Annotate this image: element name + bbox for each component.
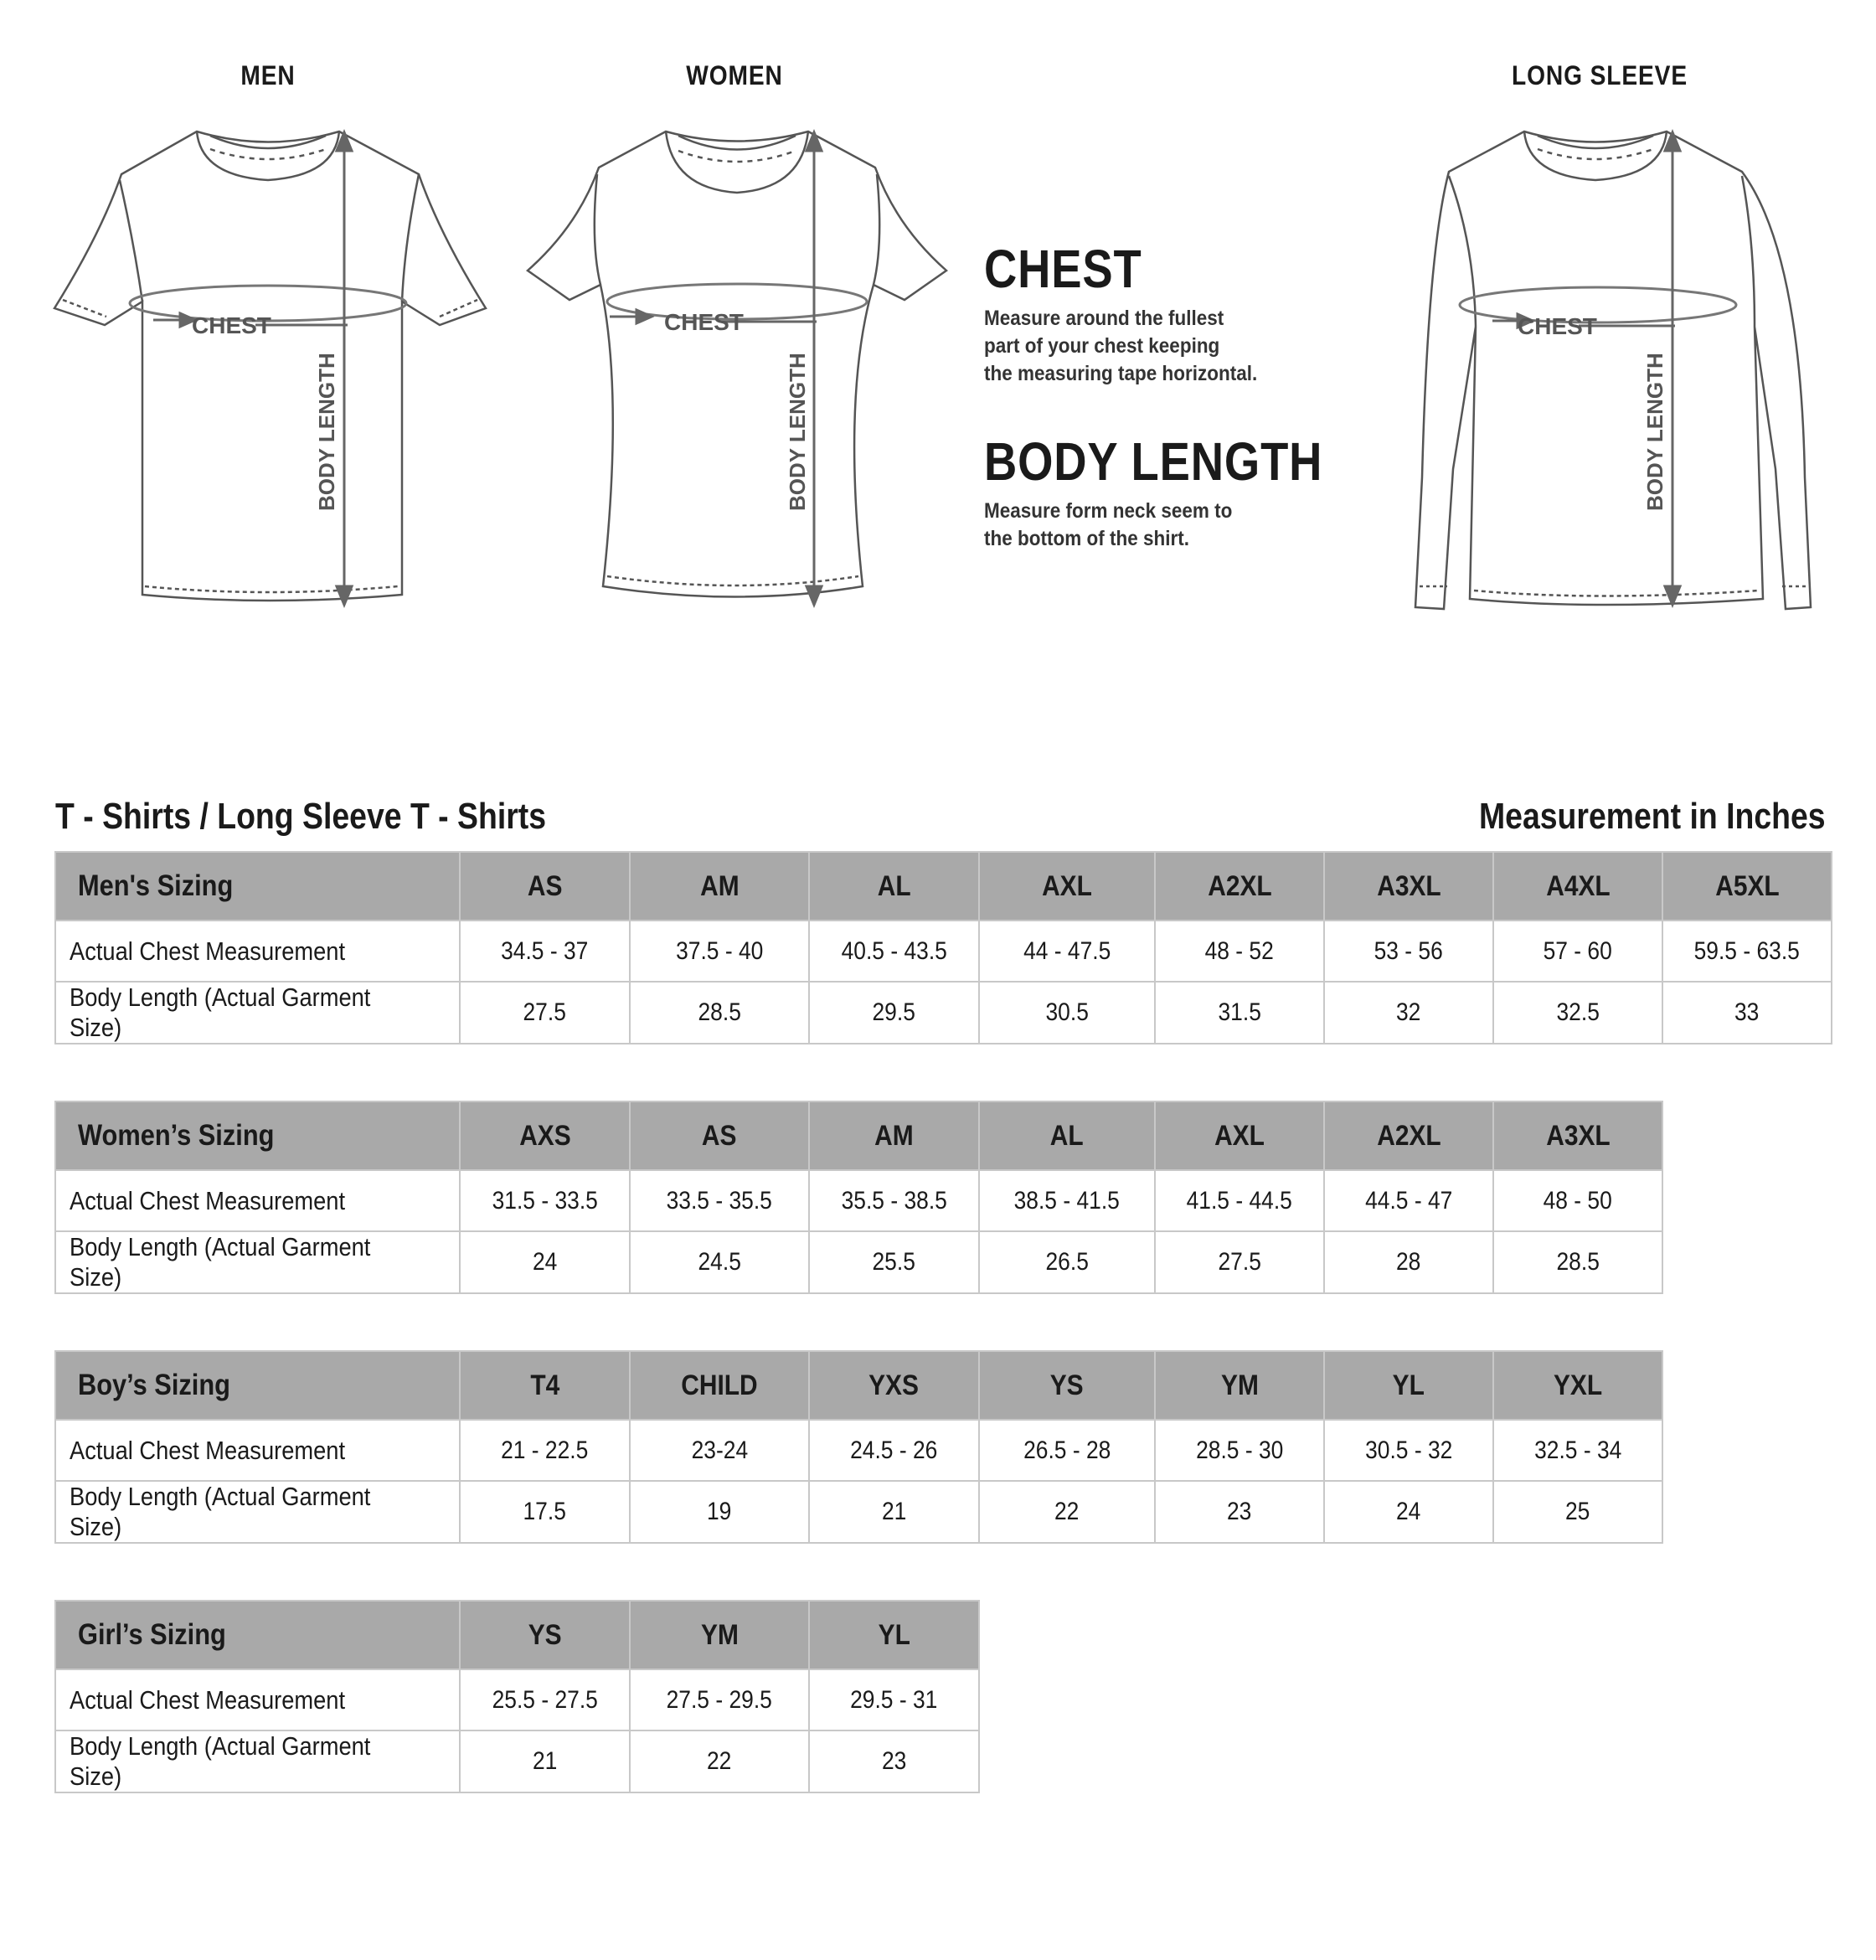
size-header: AM <box>630 852 809 921</box>
table-cell: 48 - 50 <box>1493 1170 1662 1231</box>
row-label: Body Length (Actual Garment Size) <box>55 1481 460 1543</box>
table-cell: 31.5 - 33.5 <box>460 1170 630 1231</box>
table-cell: 30.5 <box>979 982 1155 1044</box>
size-header: YL <box>1324 1351 1493 1420</box>
women-chest-tag: CHEST <box>664 309 744 335</box>
chest-info <box>984 238 1288 388</box>
row-label: Actual Chest Measurement <box>55 1420 460 1481</box>
table-header-row <box>55 852 1832 921</box>
table-cell: 53 - 56 <box>1324 921 1493 982</box>
mens-sizing-table <box>54 851 1832 1044</box>
units-title: Measurement in Inches <box>1479 796 1826 837</box>
table-cell: 27.5 <box>1155 1231 1324 1293</box>
size-header: A2XL <box>1324 1101 1493 1170</box>
table-row <box>55 982 1832 1044</box>
table-cell: 25.5 <box>809 1231 979 1293</box>
long-sleeve-chest-tag: CHEST <box>1518 313 1597 339</box>
body-length-heading: BODY LENGTH <box>984 431 1323 492</box>
section-title: T - Shirts / Long Sleeve T - Shirts <box>55 796 547 837</box>
table-cell: 32 <box>1324 982 1493 1044</box>
women-body-length-tag: BODY LENGTH <box>785 353 810 511</box>
table-cell: 26.5 <box>979 1231 1155 1293</box>
size-header: AS <box>460 852 630 921</box>
size-header: AXL <box>1155 1101 1324 1170</box>
table-cell: 22 <box>630 1730 809 1792</box>
row-label: Body Length (Actual Garment Size) <box>55 982 460 1044</box>
chest-instruction-line: Measure around the fullest <box>984 307 1224 330</box>
table-cell: 27.5 - 29.5 <box>630 1669 809 1730</box>
row-label: Actual Chest Measurement <box>55 1669 460 1730</box>
table-cell: 32.5 <box>1493 982 1662 1044</box>
table-row <box>55 1730 979 1792</box>
table-cell: 19 <box>630 1481 809 1543</box>
table-cell: 22 <box>979 1481 1155 1543</box>
table-header-row <box>55 1601 979 1669</box>
table-cell: 25.5 - 27.5 <box>460 1669 630 1730</box>
size-header: T4 <box>460 1351 630 1420</box>
size-header: A5XL <box>1662 852 1832 921</box>
size-header: AXL <box>979 852 1155 921</box>
table-cell: 25 <box>1493 1481 1662 1543</box>
size-header: A4XL <box>1493 852 1662 921</box>
table-cell: 31.5 <box>1155 982 1324 1044</box>
table-cell: 48 - 52 <box>1155 921 1324 982</box>
table-cell: 17.5 <box>460 1481 630 1543</box>
table-row <box>55 1481 1662 1543</box>
table-name: Men's Sizing <box>55 852 460 921</box>
body-length-info <box>984 431 1383 553</box>
table-cell: 35.5 - 38.5 <box>809 1170 979 1231</box>
row-label: Actual Chest Measurement <box>55 1170 460 1231</box>
long-sleeve-illustration <box>1374 117 1826 620</box>
table-cell: 57 - 60 <box>1493 921 1662 982</box>
table-cell: 33.5 - 35.5 <box>630 1170 809 1231</box>
table-name: Boy’s Sizing <box>55 1351 460 1420</box>
long-sleeve-body-length-tag: BODY LENGTH <box>1642 353 1667 511</box>
men-chest-tag: CHEST <box>192 312 271 338</box>
boys-sizing-table <box>54 1350 1663 1544</box>
size-header: AM <box>809 1101 979 1170</box>
table-cell: 29.5 - 31 <box>809 1669 979 1730</box>
girls-sizing-table <box>54 1600 980 1793</box>
size-header: YS <box>460 1601 630 1669</box>
table-cell: 26.5 - 28 <box>979 1420 1155 1481</box>
men-body-length-tag: BODY LENGTH <box>314 353 339 511</box>
size-header: AL <box>809 852 979 921</box>
women-garment-title: WOMEN <box>686 60 783 90</box>
size-header: A3XL <box>1493 1101 1662 1170</box>
table-cell: 23 <box>1155 1481 1324 1543</box>
table-cell: 32.5 - 34 <box>1493 1420 1662 1481</box>
table-cell: 28 <box>1324 1231 1493 1293</box>
table-cell: 24.5 <box>630 1231 809 1293</box>
chest-instruction-line: the measuring tape horizontal. <box>984 362 1258 385</box>
size-header: AL <box>979 1101 1155 1170</box>
table-row <box>55 1669 979 1730</box>
size-header: YS <box>979 1351 1155 1420</box>
table-cell: 37.5 - 40 <box>630 921 809 982</box>
chest-heading: CHEST <box>984 239 1142 299</box>
table-cell: 44.5 - 47 <box>1324 1170 1493 1231</box>
table-cell: 59.5 - 63.5 <box>1662 921 1832 982</box>
table-cell: 44 - 47.5 <box>979 921 1155 982</box>
table-cell: 30.5 - 32 <box>1324 1420 1493 1481</box>
table-cell: 24 <box>1324 1481 1493 1543</box>
table-row <box>55 1231 1662 1293</box>
chest-instruction-line: part of your chest keeping <box>984 334 1220 358</box>
size-header: YXL <box>1493 1351 1662 1420</box>
table-cell: 21 - 22.5 <box>460 1420 630 1481</box>
table-cell: 38.5 - 41.5 <box>979 1170 1155 1231</box>
table-cell: 24.5 - 26 <box>809 1420 979 1481</box>
table-cell: 27.5 <box>460 982 630 1044</box>
long-sleeve-garment-title: LONG SLEEVE <box>1512 60 1688 90</box>
table-name: Girl’s Sizing <box>55 1601 460 1669</box>
row-label: Actual Chest Measurement <box>55 921 460 982</box>
table-cell: 21 <box>809 1481 979 1543</box>
table-row <box>55 1170 1662 1231</box>
table-cell: 23 <box>809 1730 979 1792</box>
table-row <box>55 1420 1662 1481</box>
table-name: Women’s Sizing <box>55 1101 460 1170</box>
table-cell: 28.5 <box>1493 1231 1662 1293</box>
table-cell: 23-24 <box>630 1420 809 1481</box>
women-tshirt-illustration <box>523 117 959 620</box>
table-row <box>55 921 1832 982</box>
table-header-row <box>55 1351 1662 1420</box>
row-label: Body Length (Actual Garment Size) <box>55 1231 460 1293</box>
table-cell: 40.5 - 43.5 <box>809 921 979 982</box>
table-cell: 21 <box>460 1730 630 1792</box>
body-length-instruction-line: the bottom of the shirt. <box>984 527 1189 550</box>
table-cell: 33 <box>1662 982 1832 1044</box>
size-header: AXS <box>460 1101 630 1170</box>
row-label: Body Length (Actual Garment Size) <box>55 1730 460 1792</box>
size-header: YXS <box>809 1351 979 1420</box>
table-cell: 28.5 - 30 <box>1155 1420 1324 1481</box>
womens-sizing-table <box>54 1101 1663 1294</box>
size-header: AS <box>630 1101 809 1170</box>
size-header: CHILD <box>630 1351 809 1420</box>
size-header: YM <box>630 1601 809 1669</box>
table-header-row <box>55 1101 1662 1170</box>
table-cell: 24 <box>460 1231 630 1293</box>
men-tshirt-illustration <box>46 117 498 620</box>
body-length-instruction-line: Measure form neck seem to <box>984 499 1233 523</box>
size-header: A2XL <box>1155 852 1324 921</box>
table-cell: 41.5 - 44.5 <box>1155 1170 1324 1231</box>
table-cell: 28.5 <box>630 982 809 1044</box>
size-header: A3XL <box>1324 852 1493 921</box>
table-cell: 34.5 - 37 <box>460 921 630 982</box>
men-garment-title: MEN <box>240 60 296 90</box>
size-header: YL <box>809 1601 979 1669</box>
table-cell: 29.5 <box>809 982 979 1044</box>
size-header: YM <box>1155 1351 1324 1420</box>
